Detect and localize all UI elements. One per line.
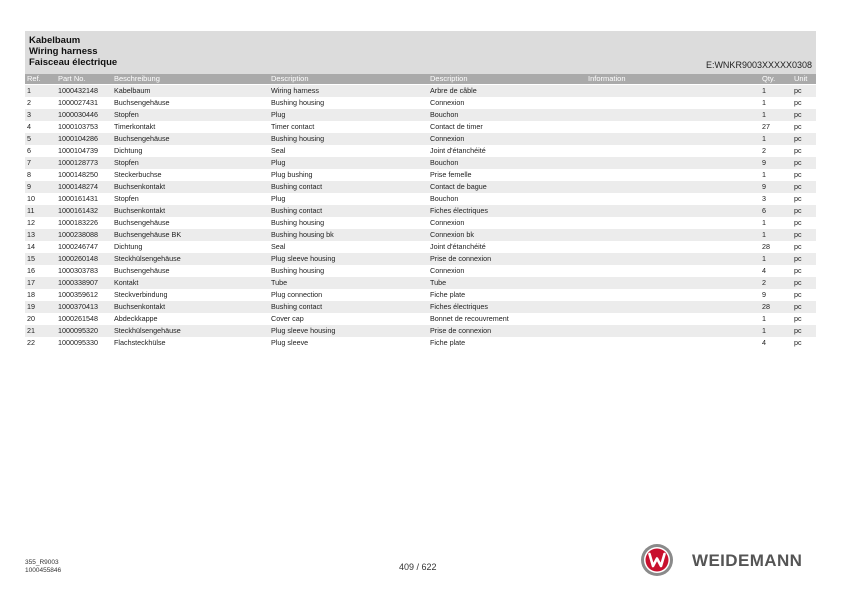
cell-qty: 1 bbox=[762, 254, 766, 263]
cell-description-fr: Fiche plate bbox=[430, 338, 466, 347]
table-row bbox=[25, 325, 816, 337]
table-row bbox=[25, 229, 816, 241]
table-row bbox=[25, 181, 816, 193]
cell-beschreibung: Buchsenkontakt bbox=[114, 206, 166, 215]
cell-qty: 9 bbox=[762, 290, 766, 299]
cell-beschreibung: Buchsengehäuse bbox=[114, 98, 170, 107]
cell-beschreibung: Flachsteckhülse bbox=[114, 338, 166, 347]
cell-qty: 1 bbox=[762, 170, 766, 179]
weidemann-w-logo-icon bbox=[640, 543, 674, 577]
cell-beschreibung: Timerkontakt bbox=[114, 122, 156, 131]
cell-description-fr: Fiches électriques bbox=[430, 206, 488, 215]
cell-ref: 21 bbox=[27, 326, 35, 335]
cell-unit: pc bbox=[794, 98, 802, 107]
cell-part-no: 1000260148 bbox=[58, 254, 98, 263]
table-row bbox=[25, 109, 816, 121]
cell-qty: 9 bbox=[762, 182, 766, 191]
cell-unit: pc bbox=[794, 110, 802, 119]
cell-beschreibung: Stopfen bbox=[114, 194, 139, 203]
cell-unit: pc bbox=[794, 146, 802, 155]
cell-unit: pc bbox=[794, 290, 802, 299]
cell-description-en: Tube bbox=[271, 278, 288, 287]
cell-qty: 9 bbox=[762, 158, 766, 167]
table-row bbox=[25, 313, 816, 325]
cell-unit: pc bbox=[794, 182, 802, 191]
cell-description-en: Bushing housing bk bbox=[271, 230, 334, 239]
cell-description-en: Plug bushing bbox=[271, 170, 313, 179]
cell-description-en: Plug connection bbox=[271, 290, 323, 299]
cell-description-en: Plug sleeve bbox=[271, 338, 309, 347]
cell-description-fr: Tube bbox=[430, 278, 447, 287]
cell-unit: pc bbox=[794, 266, 802, 275]
cell-part-no: 1000303783 bbox=[58, 266, 98, 275]
cell-description-fr: Connexion bbox=[430, 98, 465, 107]
cell-ref: 17 bbox=[27, 278, 35, 287]
cell-description-en: Bushing contact bbox=[271, 302, 323, 311]
cell-part-no: 1000261548 bbox=[58, 314, 98, 323]
parts-table bbox=[25, 85, 816, 349]
cell-description-en: Seal bbox=[271, 242, 286, 251]
cell-beschreibung: Kontakt bbox=[114, 278, 139, 287]
cell-part-no: 1000161432 bbox=[58, 206, 98, 215]
cell-description-fr: Fiches électriques bbox=[430, 302, 488, 311]
table-row bbox=[25, 253, 816, 265]
cell-description-fr: Bouchon bbox=[430, 194, 459, 203]
cell-beschreibung: Buchsengehäuse bbox=[114, 134, 170, 143]
cell-unit: pc bbox=[794, 158, 802, 167]
page-number: 409 / 622 bbox=[399, 562, 437, 572]
cell-description-fr: Prise femelle bbox=[430, 170, 472, 179]
cell-description-fr: Bouchon bbox=[430, 110, 459, 119]
cell-qty: 1 bbox=[762, 230, 766, 239]
cell-ref: 15 bbox=[27, 254, 35, 263]
cell-description-fr: Bouchon bbox=[430, 158, 459, 167]
cell-qty: 27 bbox=[762, 122, 770, 131]
cell-qty: 1 bbox=[762, 86, 766, 95]
cell-ref: 18 bbox=[27, 290, 35, 299]
cell-beschreibung: Steckhülsengehäuse bbox=[114, 254, 181, 263]
cell-description-en: Wiring harness bbox=[271, 86, 319, 95]
cell-description-en: Bushing contact bbox=[271, 206, 323, 215]
cell-description-fr: Joint d'étanchéité bbox=[430, 242, 486, 251]
cell-description-fr: Connexion bbox=[430, 134, 465, 143]
cell-unit: pc bbox=[794, 302, 802, 311]
cell-part-no: 1000432148 bbox=[58, 86, 98, 95]
cell-unit: pc bbox=[794, 170, 802, 179]
cell-beschreibung: Buchsenkontakt bbox=[114, 182, 166, 191]
cell-part-no: 1000161431 bbox=[58, 194, 98, 203]
cell-qty: 1 bbox=[762, 314, 766, 323]
cell-unit: pc bbox=[794, 254, 802, 263]
cell-part-no: 1000027431 bbox=[58, 98, 98, 107]
cell-beschreibung: Stopfen bbox=[114, 158, 139, 167]
cell-description-fr: Bonnet de recouvrement bbox=[430, 314, 509, 323]
cell-qty: 4 bbox=[762, 266, 766, 275]
title-german: Kabelbaum bbox=[29, 35, 81, 46]
cell-ref: 3 bbox=[27, 110, 31, 119]
table-row bbox=[25, 265, 816, 277]
table-row bbox=[25, 337, 816, 349]
cell-unit: pc bbox=[794, 242, 802, 251]
cell-ref: 6 bbox=[27, 146, 31, 155]
table-row bbox=[25, 193, 816, 205]
footer-code-line1: 355_R9003 bbox=[25, 559, 59, 566]
footer-code-line2: 1000455846 bbox=[25, 567, 62, 574]
cell-part-no: 1000148274 bbox=[58, 182, 98, 191]
table-row bbox=[25, 157, 816, 169]
cell-ref: 7 bbox=[27, 158, 31, 167]
cell-qty: 1 bbox=[762, 218, 766, 227]
cell-beschreibung: Abdeckkappe bbox=[114, 314, 158, 323]
table-row bbox=[25, 85, 816, 97]
cell-description-fr: Connexion bbox=[430, 266, 465, 275]
cell-qty: 3 bbox=[762, 194, 766, 203]
cell-ref: 16 bbox=[27, 266, 35, 275]
col-description-en: Description bbox=[271, 74, 309, 83]
col-description-fr: Description bbox=[430, 74, 468, 83]
cell-ref: 9 bbox=[27, 182, 31, 191]
table-row bbox=[25, 301, 816, 313]
cell-part-no: 1000103753 bbox=[58, 122, 98, 131]
cell-qty: 1 bbox=[762, 134, 766, 143]
cell-description-en: Plug sleeve housing bbox=[271, 254, 336, 263]
cell-ref: 10 bbox=[27, 194, 35, 203]
cell-description-fr: Connexion bbox=[430, 218, 465, 227]
cell-part-no: 1000104739 bbox=[58, 146, 98, 155]
cell-ref: 8 bbox=[27, 170, 31, 179]
cell-unit: pc bbox=[794, 326, 802, 335]
cell-description-fr: Connexion bk bbox=[430, 230, 474, 239]
cell-description-en: Plug bbox=[271, 194, 286, 203]
cell-unit: pc bbox=[794, 314, 802, 323]
cell-unit: pc bbox=[794, 206, 802, 215]
cell-beschreibung: Stopfen bbox=[114, 110, 139, 119]
cell-part-no: 1000104286 bbox=[58, 134, 98, 143]
cell-part-no: 1000338907 bbox=[58, 278, 98, 287]
cell-description-fr: Arbre de câble bbox=[430, 86, 477, 95]
cell-ref: 4 bbox=[27, 122, 31, 131]
table-row bbox=[25, 97, 816, 109]
cell-part-no: 1000246747 bbox=[58, 242, 98, 251]
cell-qty: 2 bbox=[762, 146, 766, 155]
col-unit: Unit bbox=[794, 74, 808, 83]
cell-qty: 1 bbox=[762, 98, 766, 107]
cell-description-en: Bushing housing bbox=[271, 218, 325, 227]
cell-qty: 28 bbox=[762, 302, 770, 311]
cell-description-en: Plug bbox=[271, 158, 286, 167]
cell-beschreibung: Buchsengehäuse BK bbox=[114, 230, 182, 239]
table-row bbox=[25, 205, 816, 217]
cell-ref: 20 bbox=[27, 314, 35, 323]
cell-beschreibung: Steckerbuchse bbox=[114, 170, 162, 179]
document-code: E:WNKR9003XXXXX0308 bbox=[705, 60, 812, 70]
cell-unit: pc bbox=[794, 230, 802, 239]
table-row bbox=[25, 241, 816, 253]
cell-part-no: 1000030446 bbox=[58, 110, 98, 119]
cell-description-fr: Prise de connexion bbox=[430, 254, 492, 263]
cell-ref: 11 bbox=[27, 206, 35, 215]
cell-qty: 4 bbox=[762, 338, 766, 347]
cell-ref: 12 bbox=[27, 218, 35, 227]
table-row bbox=[25, 277, 816, 289]
cell-beschreibung: Dichtung bbox=[114, 242, 143, 251]
cell-unit: pc bbox=[794, 218, 802, 227]
cell-beschreibung: Dichtung bbox=[114, 146, 143, 155]
cell-unit: pc bbox=[794, 278, 802, 287]
cell-description-en: Timer contact bbox=[271, 122, 315, 131]
cell-beschreibung: Buchsengehäuse bbox=[114, 266, 170, 275]
cell-ref: 19 bbox=[27, 302, 35, 311]
col-information: Information bbox=[588, 74, 626, 83]
cell-description-en: Plug sleeve housing bbox=[271, 326, 336, 335]
cell-description-fr: Joint d'étanchéité bbox=[430, 146, 486, 155]
cell-ref: 1 bbox=[27, 86, 31, 95]
cell-beschreibung: Steckverbindung bbox=[114, 290, 168, 299]
table-row bbox=[25, 133, 816, 145]
cell-part-no: 1000370413 bbox=[58, 302, 98, 311]
cell-part-no: 1000359612 bbox=[58, 290, 98, 299]
cell-description-en: Bushing housing bbox=[271, 134, 325, 143]
cell-beschreibung: Buchsengehäuse bbox=[114, 218, 170, 227]
cell-description-en: Seal bbox=[271, 146, 286, 155]
table-row bbox=[25, 289, 816, 301]
cell-description-en: Bushing housing bbox=[271, 98, 325, 107]
title-french: Faisceau électrique bbox=[29, 57, 118, 68]
cell-ref: 22 bbox=[27, 338, 35, 347]
cell-unit: pc bbox=[794, 86, 802, 95]
table-row bbox=[25, 217, 816, 229]
cell-beschreibung: Buchsenkontakt bbox=[114, 302, 166, 311]
col-qty: Qty. bbox=[762, 74, 776, 83]
cell-ref: 14 bbox=[27, 242, 35, 251]
cell-beschreibung: Kabelbaum bbox=[114, 86, 151, 95]
cell-description-en: Plug bbox=[271, 110, 286, 119]
title-english: Wiring harness bbox=[29, 46, 98, 57]
cell-qty: 28 bbox=[762, 242, 770, 251]
footer-code bbox=[25, 559, 61, 575]
cell-description-en: Bushing contact bbox=[271, 182, 323, 191]
cell-part-no: 1000095320 bbox=[58, 326, 98, 335]
cell-description-fr: Contact de timer bbox=[430, 122, 483, 131]
cell-description-fr: Fiche plate bbox=[430, 290, 466, 299]
brand-name: WEIDEMANN bbox=[692, 551, 803, 570]
cell-qty: 1 bbox=[762, 326, 766, 335]
col-ref: Ref. bbox=[27, 74, 41, 83]
cell-description-fr: Contact de bague bbox=[430, 182, 487, 191]
cell-description-en: Bushing housing bbox=[271, 266, 325, 275]
cell-description-fr: Prise de connexion bbox=[430, 326, 492, 335]
cell-beschreibung: Steckhülsengehäuse bbox=[114, 326, 181, 335]
table-row bbox=[25, 145, 816, 157]
cell-qty: 6 bbox=[762, 206, 766, 215]
cell-qty: 2 bbox=[762, 278, 766, 287]
col-part-no: Part No. bbox=[58, 74, 86, 83]
cell-ref: 5 bbox=[27, 134, 31, 143]
cell-ref: 13 bbox=[27, 230, 35, 239]
cell-unit: pc bbox=[794, 134, 802, 143]
table-header bbox=[25, 74, 816, 84]
cell-part-no: 1000148250 bbox=[58, 170, 98, 179]
table-row bbox=[25, 169, 816, 181]
cell-part-no: 1000128773 bbox=[58, 158, 98, 167]
cell-qty: 1 bbox=[762, 110, 766, 119]
cell-part-no: 1000238088 bbox=[58, 230, 98, 239]
col-beschreibung: Beschreibung bbox=[114, 74, 160, 83]
document-header bbox=[25, 31, 816, 74]
cell-unit: pc bbox=[794, 194, 802, 203]
cell-part-no: 1000183226 bbox=[58, 218, 98, 227]
cell-ref: 2 bbox=[27, 98, 31, 107]
cell-part-no: 1000095330 bbox=[58, 338, 98, 347]
cell-unit: pc bbox=[794, 122, 802, 131]
cell-description-en: Cover cap bbox=[271, 314, 304, 323]
table-row bbox=[25, 121, 816, 133]
cell-unit: pc bbox=[794, 338, 802, 347]
